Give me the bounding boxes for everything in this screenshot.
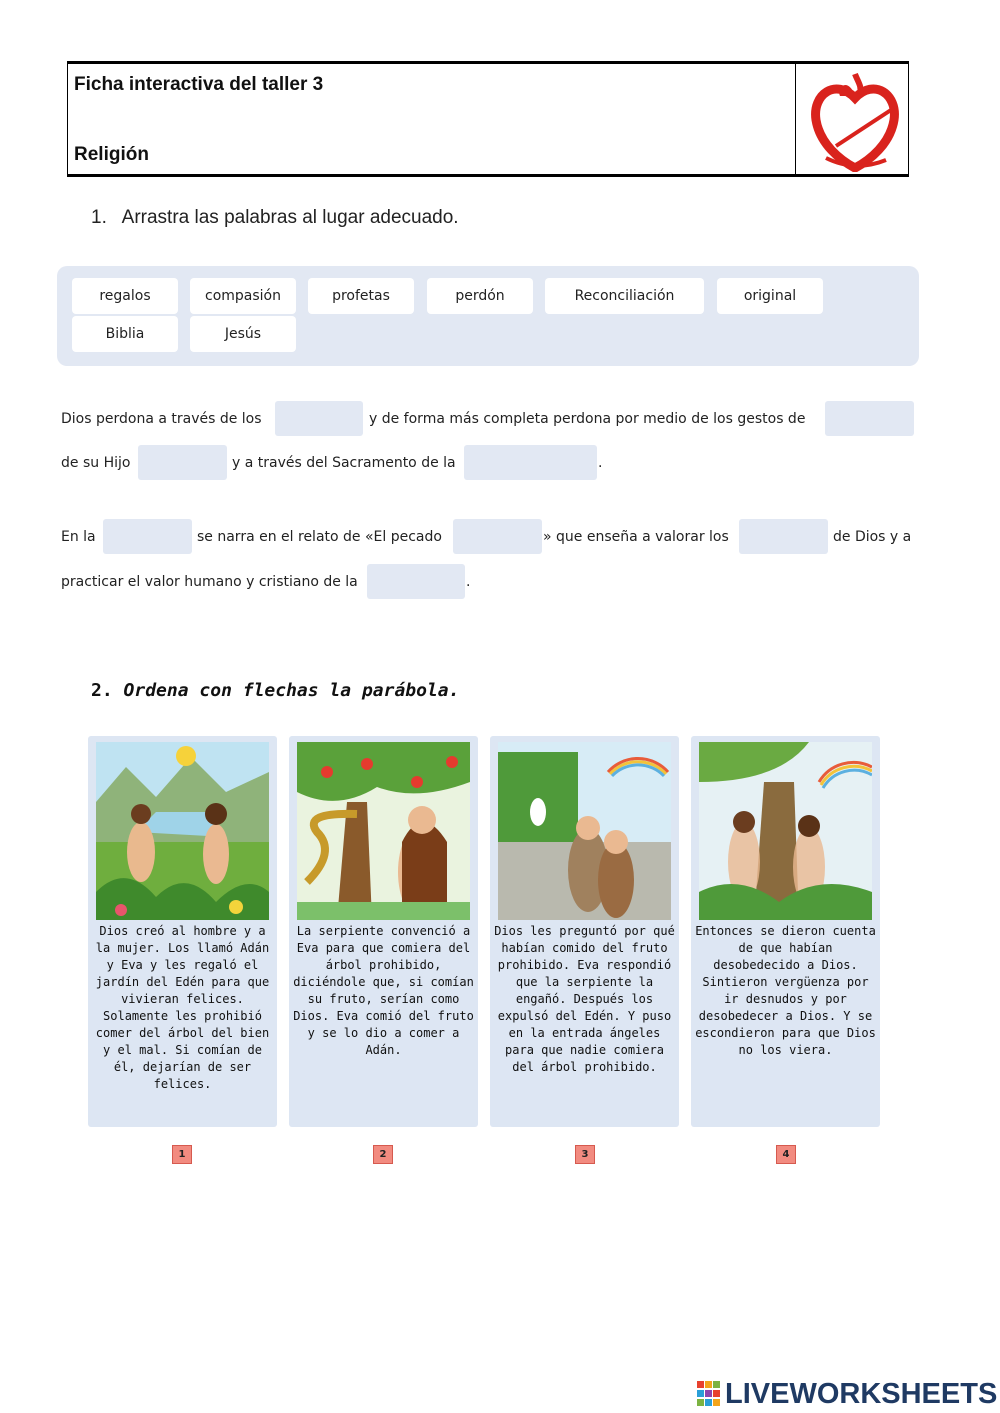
instruction-2-text: Ordena con flechas la parábola. (123, 680, 460, 701)
order-number-badge[interactable]: 3 (575, 1145, 595, 1164)
story-card-3[interactable] (490, 736, 679, 1127)
sentence-text: Dios perdona a través de los (61, 411, 262, 427)
word-chip[interactable]: Jesús (190, 316, 296, 352)
sentence-text: . (466, 574, 471, 590)
instruction-2 (91, 680, 459, 701)
story-card-1[interactable] (88, 736, 277, 1127)
instruction-1-text: Arrastra las palabras al lugar adecuado. (121, 207, 459, 228)
drop-target-blank[interactable] (103, 519, 192, 554)
header-divider (795, 64, 796, 174)
drop-target-blank[interactable] (367, 564, 465, 599)
word-chip[interactable]: Biblia (72, 316, 178, 352)
eden-garden-illustration (96, 742, 269, 920)
story-card-text: La serpiente convenció a Eva para que comiera del árbol prohibido, diciéndole que, si comían su fruto, serían como Dios. Eva comió del fruto y se lo dio a comer a Adán. (293, 924, 474, 1057)
instruction-2-number: 2. (91, 680, 113, 701)
hiding-illustration (699, 742, 872, 920)
drop-target-blank[interactable] (453, 519, 542, 554)
story-card-text: Dios creó al hombre y a la mujer. Los llamó Adán y Eva y les regaló el jardín del Edén para que vivieran felices. Solamente les prohibió comer del árbol del bien y el mal. Si comían de él, dejarían de ser felices. (95, 924, 270, 1091)
sentence-text: y de forma más completa perdona por medio de los gestos de (369, 411, 806, 427)
word-chip[interactable]: profetas (308, 278, 414, 314)
drop-target-blank[interactable] (138, 445, 227, 480)
story-card-text: Entonces se dieron cuenta de que habían desobedecido a Dios. Sintieron vergüenza por ir desnudos y por desobedecer a Dios. Y se escondieron para que Dios no los viera. (695, 924, 876, 1057)
expulsion-illustration (498, 742, 671, 920)
order-number-badge[interactable]: 1 (172, 1145, 192, 1164)
serpent-tree-illustration (297, 742, 470, 920)
brand-name: LIVEWORKSHEETS (725, 1377, 998, 1410)
order-number-badge[interactable]: 2 (373, 1145, 393, 1164)
story-card-4[interactable] (691, 736, 880, 1127)
word-chip[interactable]: regalos (72, 278, 178, 314)
instruction-1-number: 1. (91, 207, 107, 228)
drop-target-blank[interactable] (739, 519, 828, 554)
liveworksheets-brand (697, 1378, 997, 1410)
sentence-text: se narra en el relato de «El pecado (197, 529, 442, 545)
word-chip[interactable]: original (717, 278, 823, 314)
story-card-text: Dios les preguntó por qué habían comido del fruto prohibido. Eva respondió que la serpiente la engañó. Después los expulsó del Edén. Y puso en la entrada ángeles para que nadie comiera del árbol prohibido. (494, 924, 675, 1074)
apple-heart-logo-icon (806, 68, 904, 172)
sentence-text: . (598, 455, 603, 471)
word-chip[interactable]: perdón (427, 278, 533, 314)
worksheet-title: Ficha interactiva del taller 3 (74, 74, 324, 95)
worksheet-header (67, 61, 909, 177)
drop-target-blank[interactable] (275, 401, 363, 436)
word-bank (57, 266, 919, 366)
story-card-2[interactable] (289, 736, 478, 1127)
sentence-text: y a través del Sacramento de la (232, 455, 456, 471)
liveworksheets-logo-icon (697, 1381, 721, 1407)
drop-target-blank[interactable] (464, 445, 597, 480)
word-chip[interactable]: Reconciliación (545, 278, 704, 314)
sentence-text: de su Hijo (61, 455, 131, 471)
sentence-text: practicar el valor humano y cristiano de la (61, 574, 358, 590)
sentence-text: de Dios y a (833, 529, 912, 545)
instruction-1 (91, 207, 459, 229)
sentence-text: En la (61, 529, 96, 545)
worksheet-subject: Religión (74, 144, 149, 165)
sentence-text: » que enseña a valorar los (543, 529, 729, 545)
drop-target-blank[interactable] (825, 401, 914, 436)
order-number-badge[interactable]: 4 (776, 1145, 796, 1164)
word-chip[interactable]: compasión (190, 278, 296, 314)
